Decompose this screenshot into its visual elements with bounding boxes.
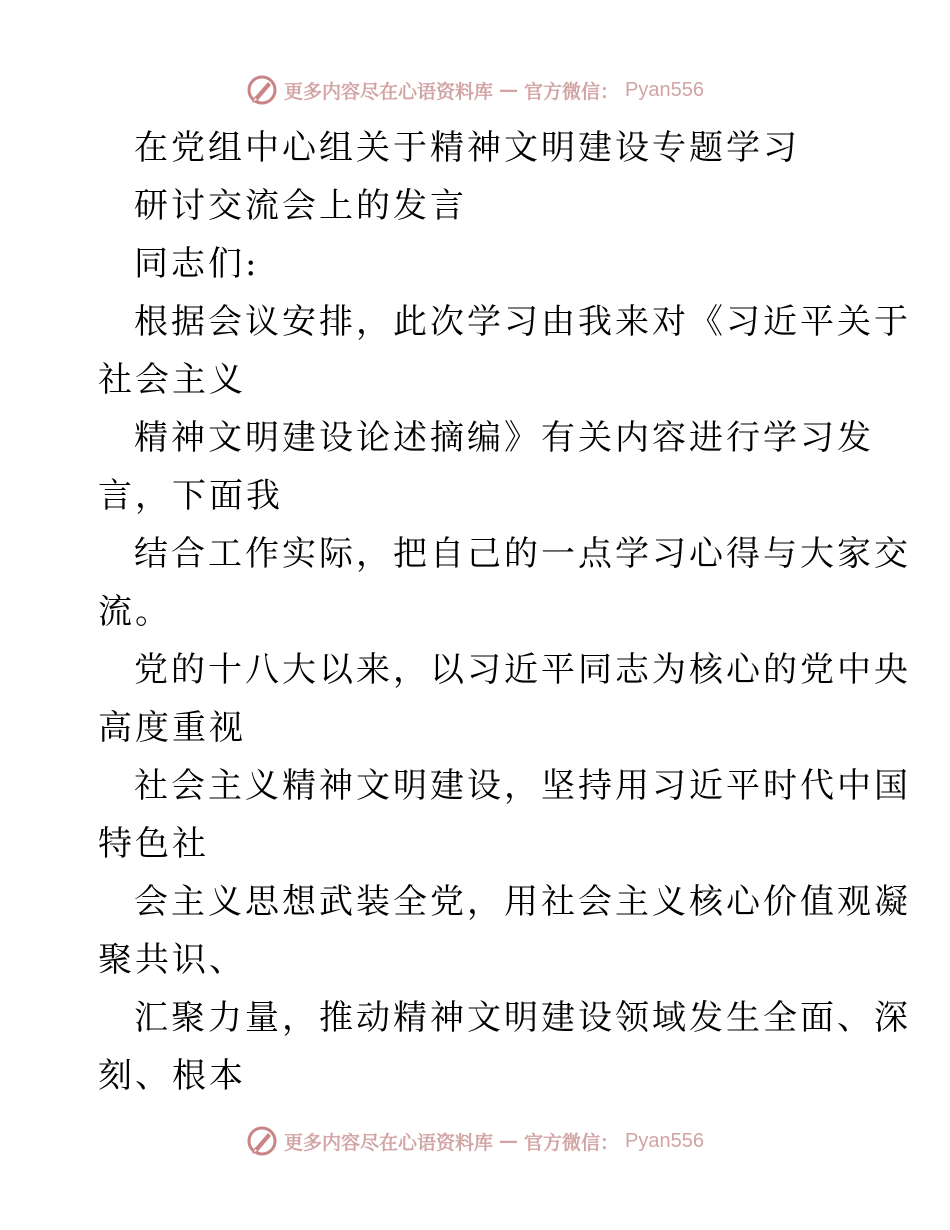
watermark-header: [0, 73, 950, 107]
watermark-dash: —: [499, 1130, 519, 1152]
paragraph-line: 社会主义精神文明建设，坚持用习近平时代中国: [134, 766, 911, 806]
paragraph-line: 结合工作实际，把自己的一点学习心得与大家交: [134, 534, 911, 574]
paragraph-line: 精神文明建设论述摘编》有关内容进行学习发: [134, 418, 874, 458]
paragraph-line: 社会主义: [98, 360, 246, 400]
paragraph-line: 言，下面我: [98, 476, 283, 516]
paragraph-line: 高度重视: [98, 708, 246, 748]
paragraph-line: 汇聚力量，推动精神文明建设领域发生全面、深: [134, 998, 911, 1038]
pen-circle-logo-icon: [246, 74, 278, 106]
title-line-1: 在党组中心组关于精神文明建设专题学习: [134, 128, 800, 168]
paragraph-line: 党的十八大以来，以习近平同志为核心的党中央: [134, 650, 911, 690]
watermark-wechat-label: 官方微信：: [524, 1131, 620, 1154]
watermark-wechat-id: Pyan556: [625, 78, 704, 101]
paragraph-line: 会主义思想武装全党，用社会主义核心价值观凝: [134, 882, 911, 922]
salutation: 同志们:: [134, 244, 260, 284]
watermark-wechat-label: 官方微信：: [524, 80, 620, 103]
paragraph-line: 根据会议安排，此次学习由我来对《习近平关于: [134, 302, 911, 342]
paragraph-line: 流。: [98, 592, 172, 632]
paragraph-line: 特色社: [98, 824, 209, 864]
paragraph-line: 刻、根本: [98, 1056, 246, 1096]
paragraph-line: 聚共识、: [98, 940, 246, 980]
watermark-brand-text: 更多内容尽在心语资料库: [284, 1131, 494, 1154]
watermark-wechat-id: Pyan556: [625, 1129, 704, 1152]
pen-circle-logo-icon: [246, 1125, 278, 1157]
title-line-2: 研讨交流会上的发言: [134, 186, 467, 226]
watermark-dash: —: [499, 79, 519, 101]
watermark-footer: [0, 1124, 950, 1158]
watermark-brand-text: 更多内容尽在心语资料库: [284, 80, 494, 103]
